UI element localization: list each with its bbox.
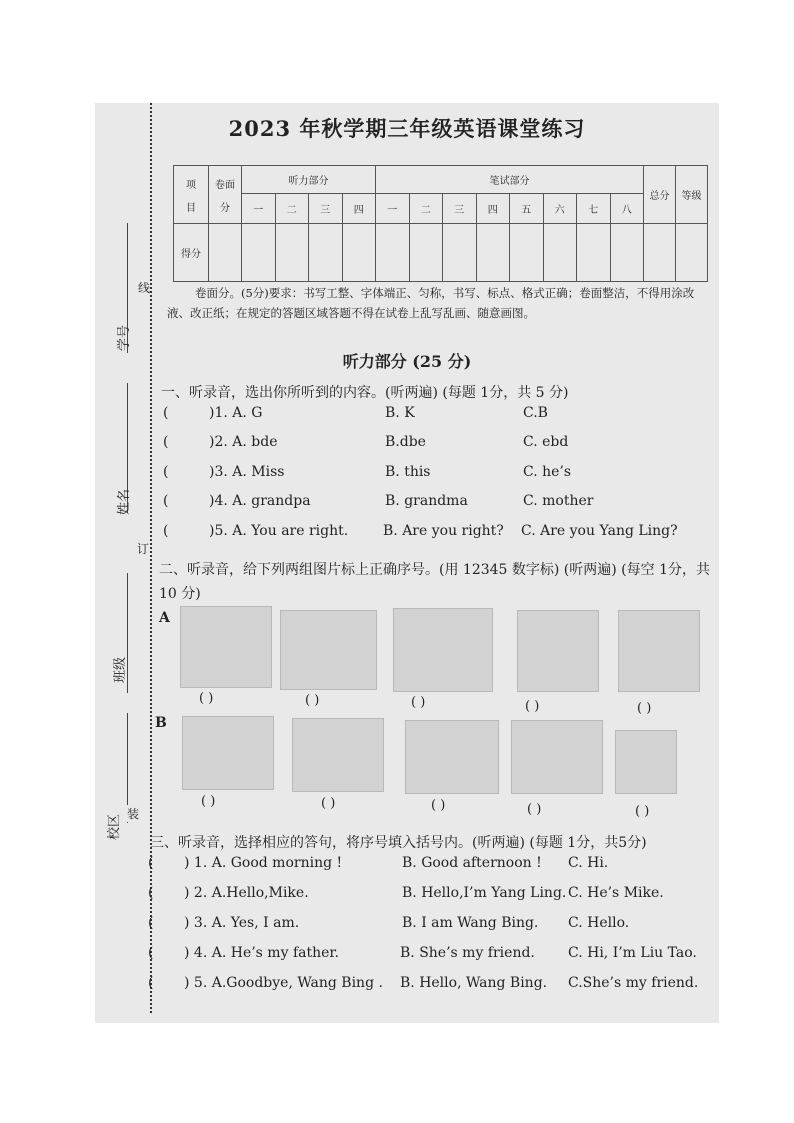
q2-heading: 二、听录音，给下列两组图片标上正确序号。(用 12345 数字标) (听两遍) (每空 1分，共 10 分) <box>159 562 711 602</box>
score-cell[interactable] <box>476 224 510 282</box>
written-col: 三 <box>443 194 477 224</box>
q1-item: ( )5. A. You are right. B. Are you right? C. Are you Yang Ling? <box>163 523 678 539</box>
score-cell[interactable] <box>242 224 276 282</box>
listening-col: 三 <box>309 194 343 224</box>
item-header-cell: 项 目 <box>174 166 209 224</box>
written-header-cell: 笔试部分 <box>376 166 644 194</box>
score-cell[interactable] <box>510 224 544 282</box>
listening-col: 二 <box>275 194 309 224</box>
picture-b2 <box>292 718 384 792</box>
page-title: 2023 年秋学期三年级英语课堂练习 <box>228 116 586 141</box>
score-cell[interactable] <box>376 224 410 282</box>
total-header-cell: 总分 <box>644 166 676 224</box>
binding-sidebar <box>95 103 155 1023</box>
class-label: 班级 <box>113 656 128 683</box>
listening-col: 一 <box>242 194 276 224</box>
score-cell[interactable] <box>610 224 644 282</box>
picture-b5 <box>615 730 677 794</box>
q3-item: ( ) 1. A. Good morning ! B. Good afternoon ! C. Hi. <box>148 855 609 871</box>
written-col: 六 <box>543 194 577 224</box>
written-col: 七 <box>577 194 611 224</box>
picture-a5 <box>618 610 700 692</box>
group-b-label: B <box>155 715 167 731</box>
answer-blank-a5[interactable]: ( ) <box>637 701 652 716</box>
binding-mark-ding: 订 <box>137 542 150 556</box>
grade-header-cell: 等级 <box>676 166 708 224</box>
neatness-header-cell: 卷面 分 <box>209 166 242 224</box>
q1-item: ( )3. A. Miss B. this C. he’s <box>163 464 572 480</box>
name-label: 姓名 <box>117 488 132 515</box>
id-label: 学号 <box>117 324 132 351</box>
listening-col: 四 <box>342 194 376 224</box>
q1-heading: 一、听录音，选出你所听到的内容。(听两遍) (每题 1分，共 5 分) <box>161 385 569 401</box>
q3-item: ( ) 2. A.Hello,Mike. B. Hello,I’m Yang Ling. C. He’s Mike. <box>148 885 664 901</box>
answer-blank-b2[interactable]: ( ) <box>321 796 336 811</box>
q3-item: ( ) 4. A. He’s my father. B. She’s my friend. C. Hi, I’m Liu Tao. <box>148 945 697 961</box>
exam-paper <box>95 103 719 1023</box>
score-cell[interactable] <box>644 224 676 282</box>
score-row-label: 得分 <box>174 224 209 282</box>
score-cell[interactable] <box>443 224 477 282</box>
picture-b1 <box>182 716 274 790</box>
answer-blank-a3[interactable]: ( ) <box>411 695 426 710</box>
binding-mark-zhuang: 装 <box>127 807 140 821</box>
written-col: 一 <box>376 194 410 224</box>
written-col: 二 <box>409 194 443 224</box>
score-cell[interactable] <box>309 224 343 282</box>
answer-blank-b1[interactable]: ( ) <box>201 794 216 809</box>
score-cell[interactable] <box>275 224 309 282</box>
answer-blank-b5[interactable]: ( ) <box>635 804 650 819</box>
neatness-rule: 卷面分。(5分)要求：书写工整、字体端正、匀称，书写、标点、格式正确；卷面整洁，不得用涂改液、改正纸；在规定的答题区域答题不得在试卷上乱写乱画、随意画图。 <box>167 286 695 320</box>
answer-blank-b3[interactable]: ( ) <box>431 798 446 813</box>
score-cell[interactable] <box>409 224 443 282</box>
picture-a4 <box>517 610 599 692</box>
listening-section-title: 听力部分 (25 分) <box>342 352 472 371</box>
answer-blank-a1[interactable]: ( ) <box>199 691 214 706</box>
school-label: 校区 <box>107 813 122 840</box>
q3-heading: 三、听录音，选择相应的答句，将序号填入括号内。(听两遍) (每题 1分，共5分) <box>150 835 647 851</box>
q1-item: ( )4. A. grandpa B. grandma C. mother <box>163 493 594 509</box>
group-a-label: A <box>159 610 170 626</box>
q1-item: ( )2. A. bde B.dbe C. ebd <box>163 434 569 450</box>
picture-a1 <box>180 606 272 688</box>
picture-b3 <box>405 720 499 794</box>
answer-blank-a2[interactable]: ( ) <box>305 693 320 708</box>
score-table <box>173 165 708 282</box>
score-cell[interactable] <box>577 224 611 282</box>
q1-item: ( )1. A. G B. K C.B <box>163 405 548 421</box>
q3-item: ( ) 5. A.Goodbye, Wang Bing . B. Hello, Wang Bing. C.She’s my friend. <box>148 975 699 991</box>
picture-a3 <box>393 608 493 692</box>
score-cell[interactable] <box>543 224 577 282</box>
written-col: 四 <box>476 194 510 224</box>
answer-blank-a4[interactable]: ( ) <box>525 699 540 714</box>
written-col: 八 <box>610 194 644 224</box>
answer-blank-b4[interactable]: ( ) <box>527 802 542 817</box>
picture-b4 <box>511 720 603 794</box>
written-col: 五 <box>510 194 544 224</box>
binding-mark-xian: 线 <box>138 281 151 295</box>
score-cell[interactable] <box>676 224 708 282</box>
q3-item: ( ) 3. A. Yes, I am. B. I am Wang Bing. C. Hello. <box>148 915 630 931</box>
picture-a2 <box>280 610 377 690</box>
score-cell[interactable] <box>342 224 376 282</box>
listening-header-cell: 听力部分 <box>242 166 376 194</box>
score-cell[interactable] <box>209 224 242 282</box>
